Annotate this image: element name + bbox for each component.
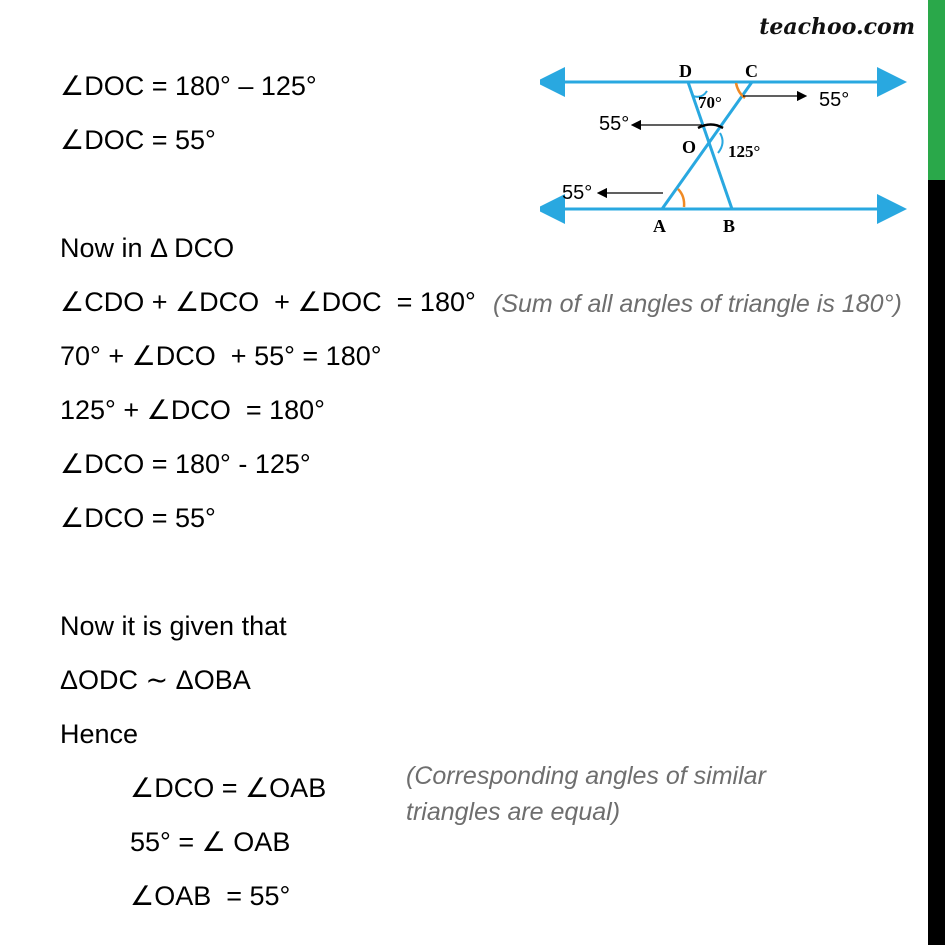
- line-similarity: ΔODC ∼ ΔOBA: [60, 665, 251, 695]
- note-similar-line1: (Corresponding angles of similar: [406, 762, 766, 790]
- line-in-triangle: Now in Δ DCO: [60, 233, 235, 263]
- line-hence: Hence: [60, 719, 139, 749]
- line-oab-result: ∠OAB = 55°: [130, 881, 291, 911]
- geometry-diagram: [540, 55, 910, 245]
- point-label-a: A: [653, 216, 666, 236]
- line-oab-substitute: 55° = ∠ OAB: [130, 827, 291, 857]
- line-given: Now it is given that: [60, 611, 287, 641]
- brand-logo: teachoo.com: [759, 14, 915, 40]
- angle-arc-o-right: [718, 133, 723, 153]
- line-doc-result: ∠DOC = 55°: [60, 125, 216, 155]
- line-dco-result: ∠DCO = 55°: [60, 503, 216, 533]
- angle-label-o: 125°: [728, 142, 761, 161]
- angle-label-o-arrow: 55°: [599, 113, 630, 135]
- angle-label-a: 55°: [562, 182, 593, 204]
- line-angle-sum: ∠CDO + ∠DCO + ∠DOC = 180°: [60, 287, 476, 317]
- point-label-c: C: [745, 61, 758, 81]
- line-equal-angles: ∠DCO = ∠OAB: [130, 773, 327, 803]
- angle-label-d: 70°: [698, 93, 722, 112]
- line-doc-calc: ∠DOC = 180° – 125°: [60, 71, 317, 101]
- angle-arc-a: [678, 189, 684, 207]
- line-simplify: 125° + ∠DCO = 180°: [60, 395, 325, 425]
- sidebar-accent: [928, 0, 945, 180]
- point-label-o: O: [682, 137, 697, 157]
- note-triangle-sum: (Sum of all angles of triangle is 180°): [493, 290, 902, 318]
- note-similar-line2: triangles are equal): [406, 798, 621, 826]
- line-dco-calc: ∠DCO = 180° - 125°: [60, 449, 311, 479]
- line-substitute: 70° + ∠DCO + 55° = 180°: [60, 341, 382, 371]
- point-label-b: B: [723, 216, 736, 236]
- angle-label-c: 55°: [819, 89, 850, 111]
- point-label-d: D: [679, 61, 692, 81]
